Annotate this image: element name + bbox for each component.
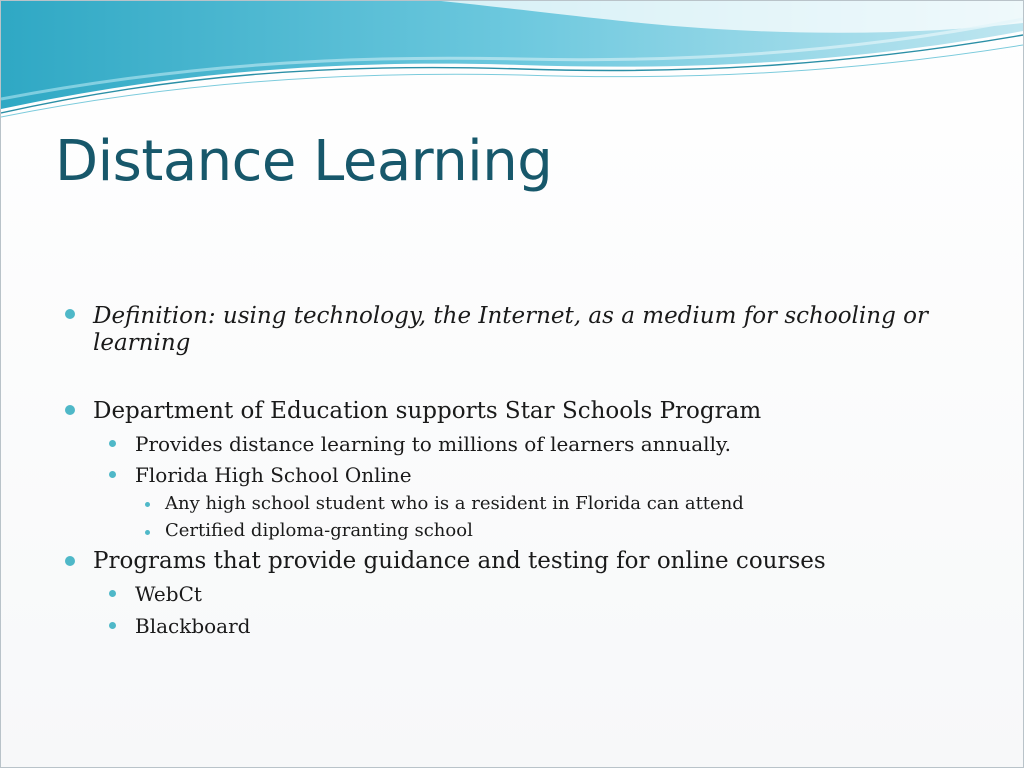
sub-sub-bullet-dot-icon (145, 502, 150, 507)
sub-sub-bullet-diploma: Certified diploma-granting school (165, 520, 473, 541)
sub-bullet-dot-icon (109, 590, 116, 597)
bullet-dot-icon (65, 309, 75, 319)
bullet-programs: Programs that provide guidance and testing for online courses (93, 548, 826, 574)
sub-sub-bullet-dot-icon (145, 530, 150, 535)
sub-bullet-provides: Provides distance learning to millions of learners annually. (135, 432, 731, 456)
sub-bullet-blackboard: Blackboard (135, 614, 251, 638)
sub-bullet-dot-icon (109, 622, 116, 629)
sub-bullet-dot-icon (109, 440, 116, 447)
sub-bullet-florida: Florida High School Online (135, 463, 412, 487)
sub-bullet-dot-icon (109, 471, 116, 478)
sub-sub-bullet-resident: Any high school student who is a resident in Florida can attend (165, 493, 744, 514)
sub-bullet-webct: WebCt (135, 582, 202, 606)
bullet-definition-line2: learning (93, 330, 191, 356)
bullet-dot-icon (65, 405, 75, 415)
bullet-dot-icon (65, 556, 75, 566)
slide-title: Distance Learning (55, 129, 553, 194)
bullet-department: Department of Education supports Star Schools Program (93, 398, 762, 424)
bullet-definition-line1: Definition: using technology, the Internet, as a medium for schooling or (93, 303, 928, 329)
header-wave-decoration (1, 1, 1023, 131)
